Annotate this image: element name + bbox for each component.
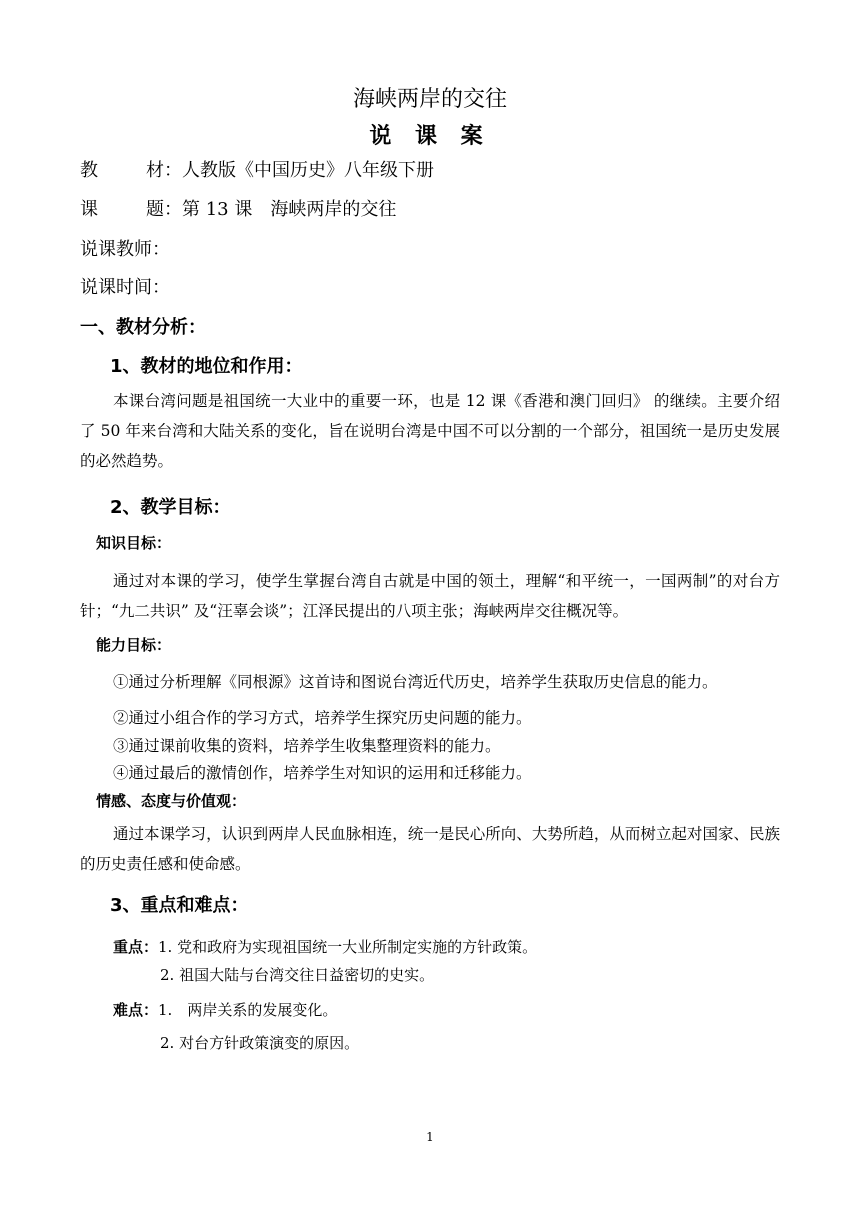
meta-textbook <box>80 156 434 182</box>
section1-sub1-paragraph: 本课台湾问题是祖国统一大业中的重要一环，也是 12 课《香港和澳门回归》 的继续。主要介绍了 50 年来台湾和大陆关系的变化，旨在说明台湾是中国不可以分割的一个部分，祖国统一是历史发展的必然趋势。 <box>80 392 780 470</box>
difficult-point-item: 2. 对台方针政策演变的原因。 <box>160 1034 360 1052</box>
ability-heading: 能力目标： <box>96 636 172 654</box>
document-title: 海峡两岸的交往 <box>352 87 507 112</box>
section1-sub3-heading: 3、重点和难点： <box>110 895 249 916</box>
knowledge-heading: 知识目标： <box>96 534 172 552</box>
section1-sub2-heading: 2、教学目标： <box>110 497 231 518</box>
key-points-label: 重点： <box>113 938 159 956</box>
meta-lesson <box>80 195 396 221</box>
meta-lesson-key: 课 <box>80 199 98 220</box>
section1-sub1-heading: 1、教材的地位和作用： <box>110 356 303 377</box>
ability-item: ③通过课前收集的资料，培养学生收集整理资料的能力。 <box>113 737 501 755</box>
key-points-line-1 <box>113 936 537 957</box>
key-point-item: 2. 祖国大陆与台湾交往日益密切的史实。 <box>160 966 435 984</box>
document-subtitle: 说 课 案 <box>369 123 491 149</box>
page-number: 1 <box>426 1130 434 1144</box>
key-point-item: 1. 党和政府为实现祖国统一大业所制定实施的方针政策。 <box>158 938 538 956</box>
difficult-points-label: 难点： <box>113 1001 159 1019</box>
meta-lesson-value: 第 13 课 海峡两岸的交往 <box>182 199 397 220</box>
meta-lesson-key2: 题： <box>146 199 182 220</box>
meta-textbook-value: 人教版《中国历史》八年级下册 <box>182 160 434 181</box>
difficult-points-line-1 <box>113 999 337 1020</box>
meta-textbook-key2: 材： <box>146 160 182 181</box>
ability-item: ②通过小组合作的学习方式，培养学生探究历史问题的能力。 <box>113 709 532 727</box>
ability-item: ①通过分析理解《同根源》这首诗和图说台湾近代历史，培养学生获取历史信息的能力。 <box>113 673 718 691</box>
ability-item: ④通过最后的激情创作，培养学生对知识的运用和迁移能力。 <box>113 764 532 782</box>
emotion-heading: 情感、态度与价值观： <box>96 792 247 810</box>
difficult-point-item: 1. 两岸关系的发展变化。 <box>158 1001 338 1019</box>
emotion-text: 通过本课学习，认识到两岸人民血脉相连，统一是民心所向、大势所趋，从而树立起对国家、民族的历史责任感和使命感。 <box>80 825 780 873</box>
section1-heading: 一、教材分析： <box>80 317 206 338</box>
meta-teacher: 说课教师： <box>80 239 170 260</box>
meta-textbook-key: 教 <box>80 160 98 181</box>
meta-time: 说课时间： <box>80 277 170 298</box>
knowledge-text: 通过对本课的学习，使学生掌握台湾自古就是中国的领土，理解“和平统一，一国两制”的对台方针；“九二共识” 及“汪辜会谈”；江泽民提出的八项主张；海峡两岸交往概况等。 <box>80 572 780 620</box>
